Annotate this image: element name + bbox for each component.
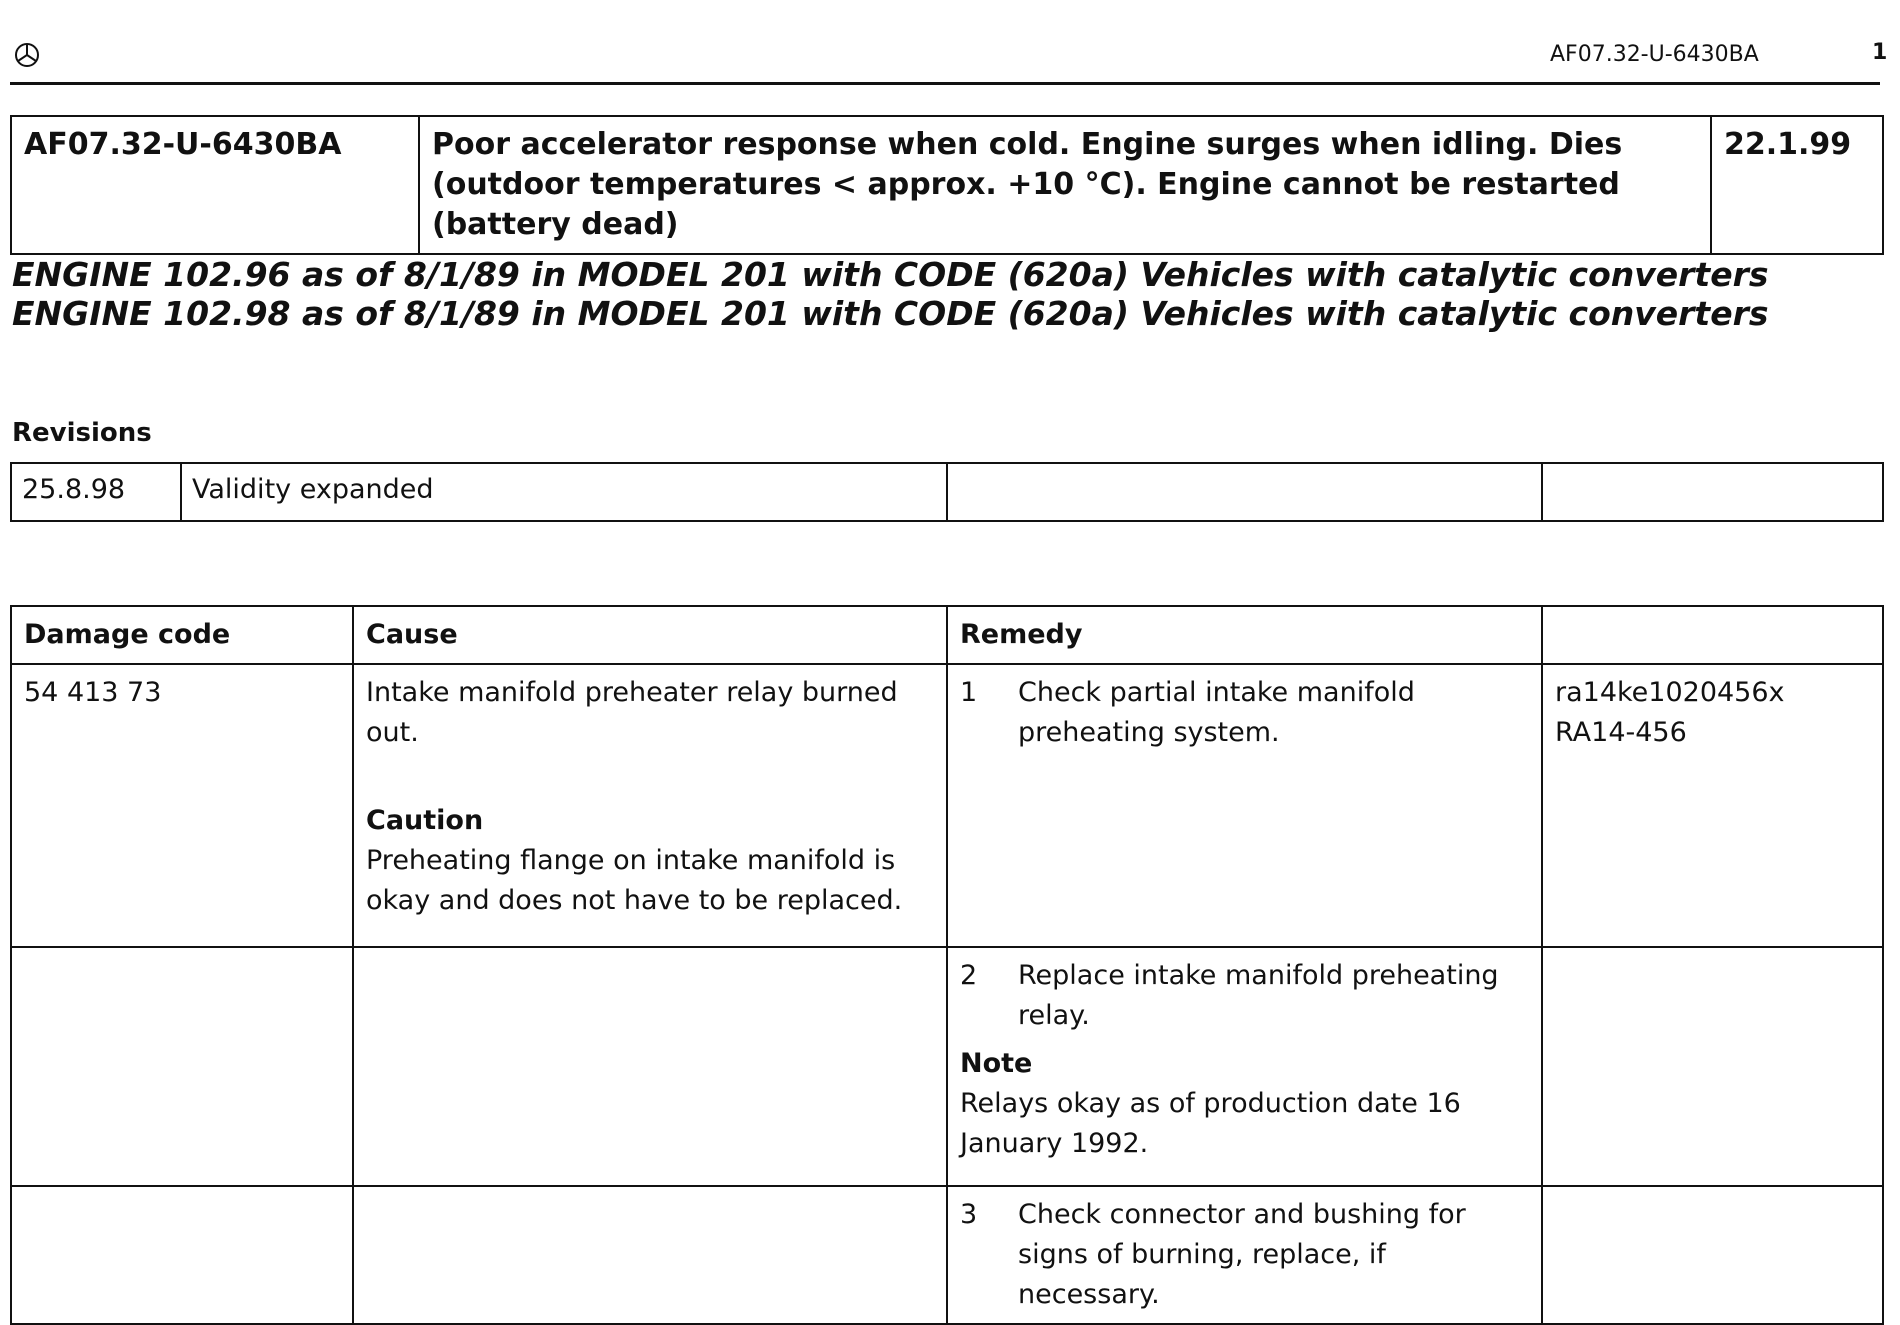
title-description: Poor accelerator response when cold. Engine surges when idling. Dies (outdoor temperatures < approx. +10 °C). Engine cannot be restarted (battery dead) bbox=[419, 116, 1711, 254]
revisions-table bbox=[10, 462, 1884, 522]
cause-cell bbox=[353, 664, 947, 947]
header-cause: Cause bbox=[353, 606, 947, 664]
engine-line: ENGINE 102.98 as of 8/1/89 in MODEL 201 with CODE (620a) Vehicles with catalytic converters bbox=[12, 294, 1769, 333]
step-number: 2 bbox=[960, 960, 978, 991]
title-table bbox=[10, 115, 1884, 255]
step-text: Check connector and bushing for signs of burning, replace, if necessary. bbox=[1018, 1199, 1466, 1310]
empty-cell bbox=[11, 1186, 353, 1324]
damage-table bbox=[10, 605, 1884, 1325]
table-row bbox=[11, 1186, 1883, 1324]
revision-row bbox=[11, 463, 1883, 521]
table-row bbox=[11, 947, 1883, 1186]
revision-text: Validity expanded bbox=[181, 463, 947, 521]
revision-empty-cell bbox=[1542, 463, 1883, 521]
header-doc-id: AF07.32-U-6430BA bbox=[1550, 42, 1759, 67]
step-text: Check partial intake manifold preheating system. bbox=[1018, 677, 1415, 748]
remedy-cell bbox=[947, 947, 1542, 1186]
note-title: Note bbox=[960, 1048, 1033, 1079]
empty-cell bbox=[1542, 1186, 1883, 1324]
title-date: 22.1.99 bbox=[1711, 116, 1883, 254]
engine-line: ENGINE 102.96 as of 8/1/89 in MODEL 201 with CODE (620a) Vehicles with catalytic converters bbox=[12, 255, 1769, 294]
empty-cell bbox=[353, 947, 947, 1186]
ref-code: RA14-456 bbox=[1555, 717, 1687, 748]
damage-code: 54 413 73 bbox=[11, 664, 353, 947]
header-remedy: Remedy bbox=[947, 606, 1542, 664]
title-row bbox=[11, 116, 1883, 254]
ref-cell bbox=[1542, 664, 1883, 947]
revision-date: 25.8.98 bbox=[11, 463, 181, 521]
title-code: AF07.32-U-6430BA bbox=[11, 116, 419, 254]
mercedes-star-icon bbox=[14, 42, 40, 68]
table-row bbox=[11, 664, 1883, 947]
header-damage-code: Damage code bbox=[11, 606, 353, 664]
revisions-title: Revisions bbox=[12, 418, 152, 448]
caution-text: Preheating flange on intake manifold is okay and does not have to be replaced. bbox=[366, 845, 903, 916]
remedy-step bbox=[960, 1195, 1529, 1315]
remedy-cell bbox=[947, 1186, 1542, 1324]
step-number: 1 bbox=[960, 677, 978, 708]
empty-cell bbox=[11, 947, 353, 1186]
caution-title: Caution bbox=[366, 805, 484, 836]
cause-text: Intake manifold preheater relay burned out. bbox=[366, 677, 898, 748]
page-header bbox=[10, 30, 1888, 85]
remedy-step bbox=[960, 956, 1529, 1036]
step-text: Replace intake manifold preheating relay. bbox=[1018, 960, 1499, 1031]
revision-empty-cell bbox=[947, 463, 1542, 521]
remedy-cell bbox=[947, 664, 1542, 947]
step-number: 3 bbox=[960, 1199, 978, 1230]
engine-applicability bbox=[12, 255, 1769, 333]
empty-cell bbox=[353, 1186, 947, 1324]
table-header-row bbox=[11, 606, 1883, 664]
page-number: 1 bbox=[1872, 40, 1888, 65]
note-text: Relays okay as of production date 16 January 1992. bbox=[960, 1088, 1461, 1159]
header-ref bbox=[1542, 606, 1883, 664]
empty-cell bbox=[1542, 947, 1883, 1186]
ref-code: ra14ke1020456x bbox=[1555, 677, 1785, 708]
remedy-step bbox=[960, 673, 1529, 753]
